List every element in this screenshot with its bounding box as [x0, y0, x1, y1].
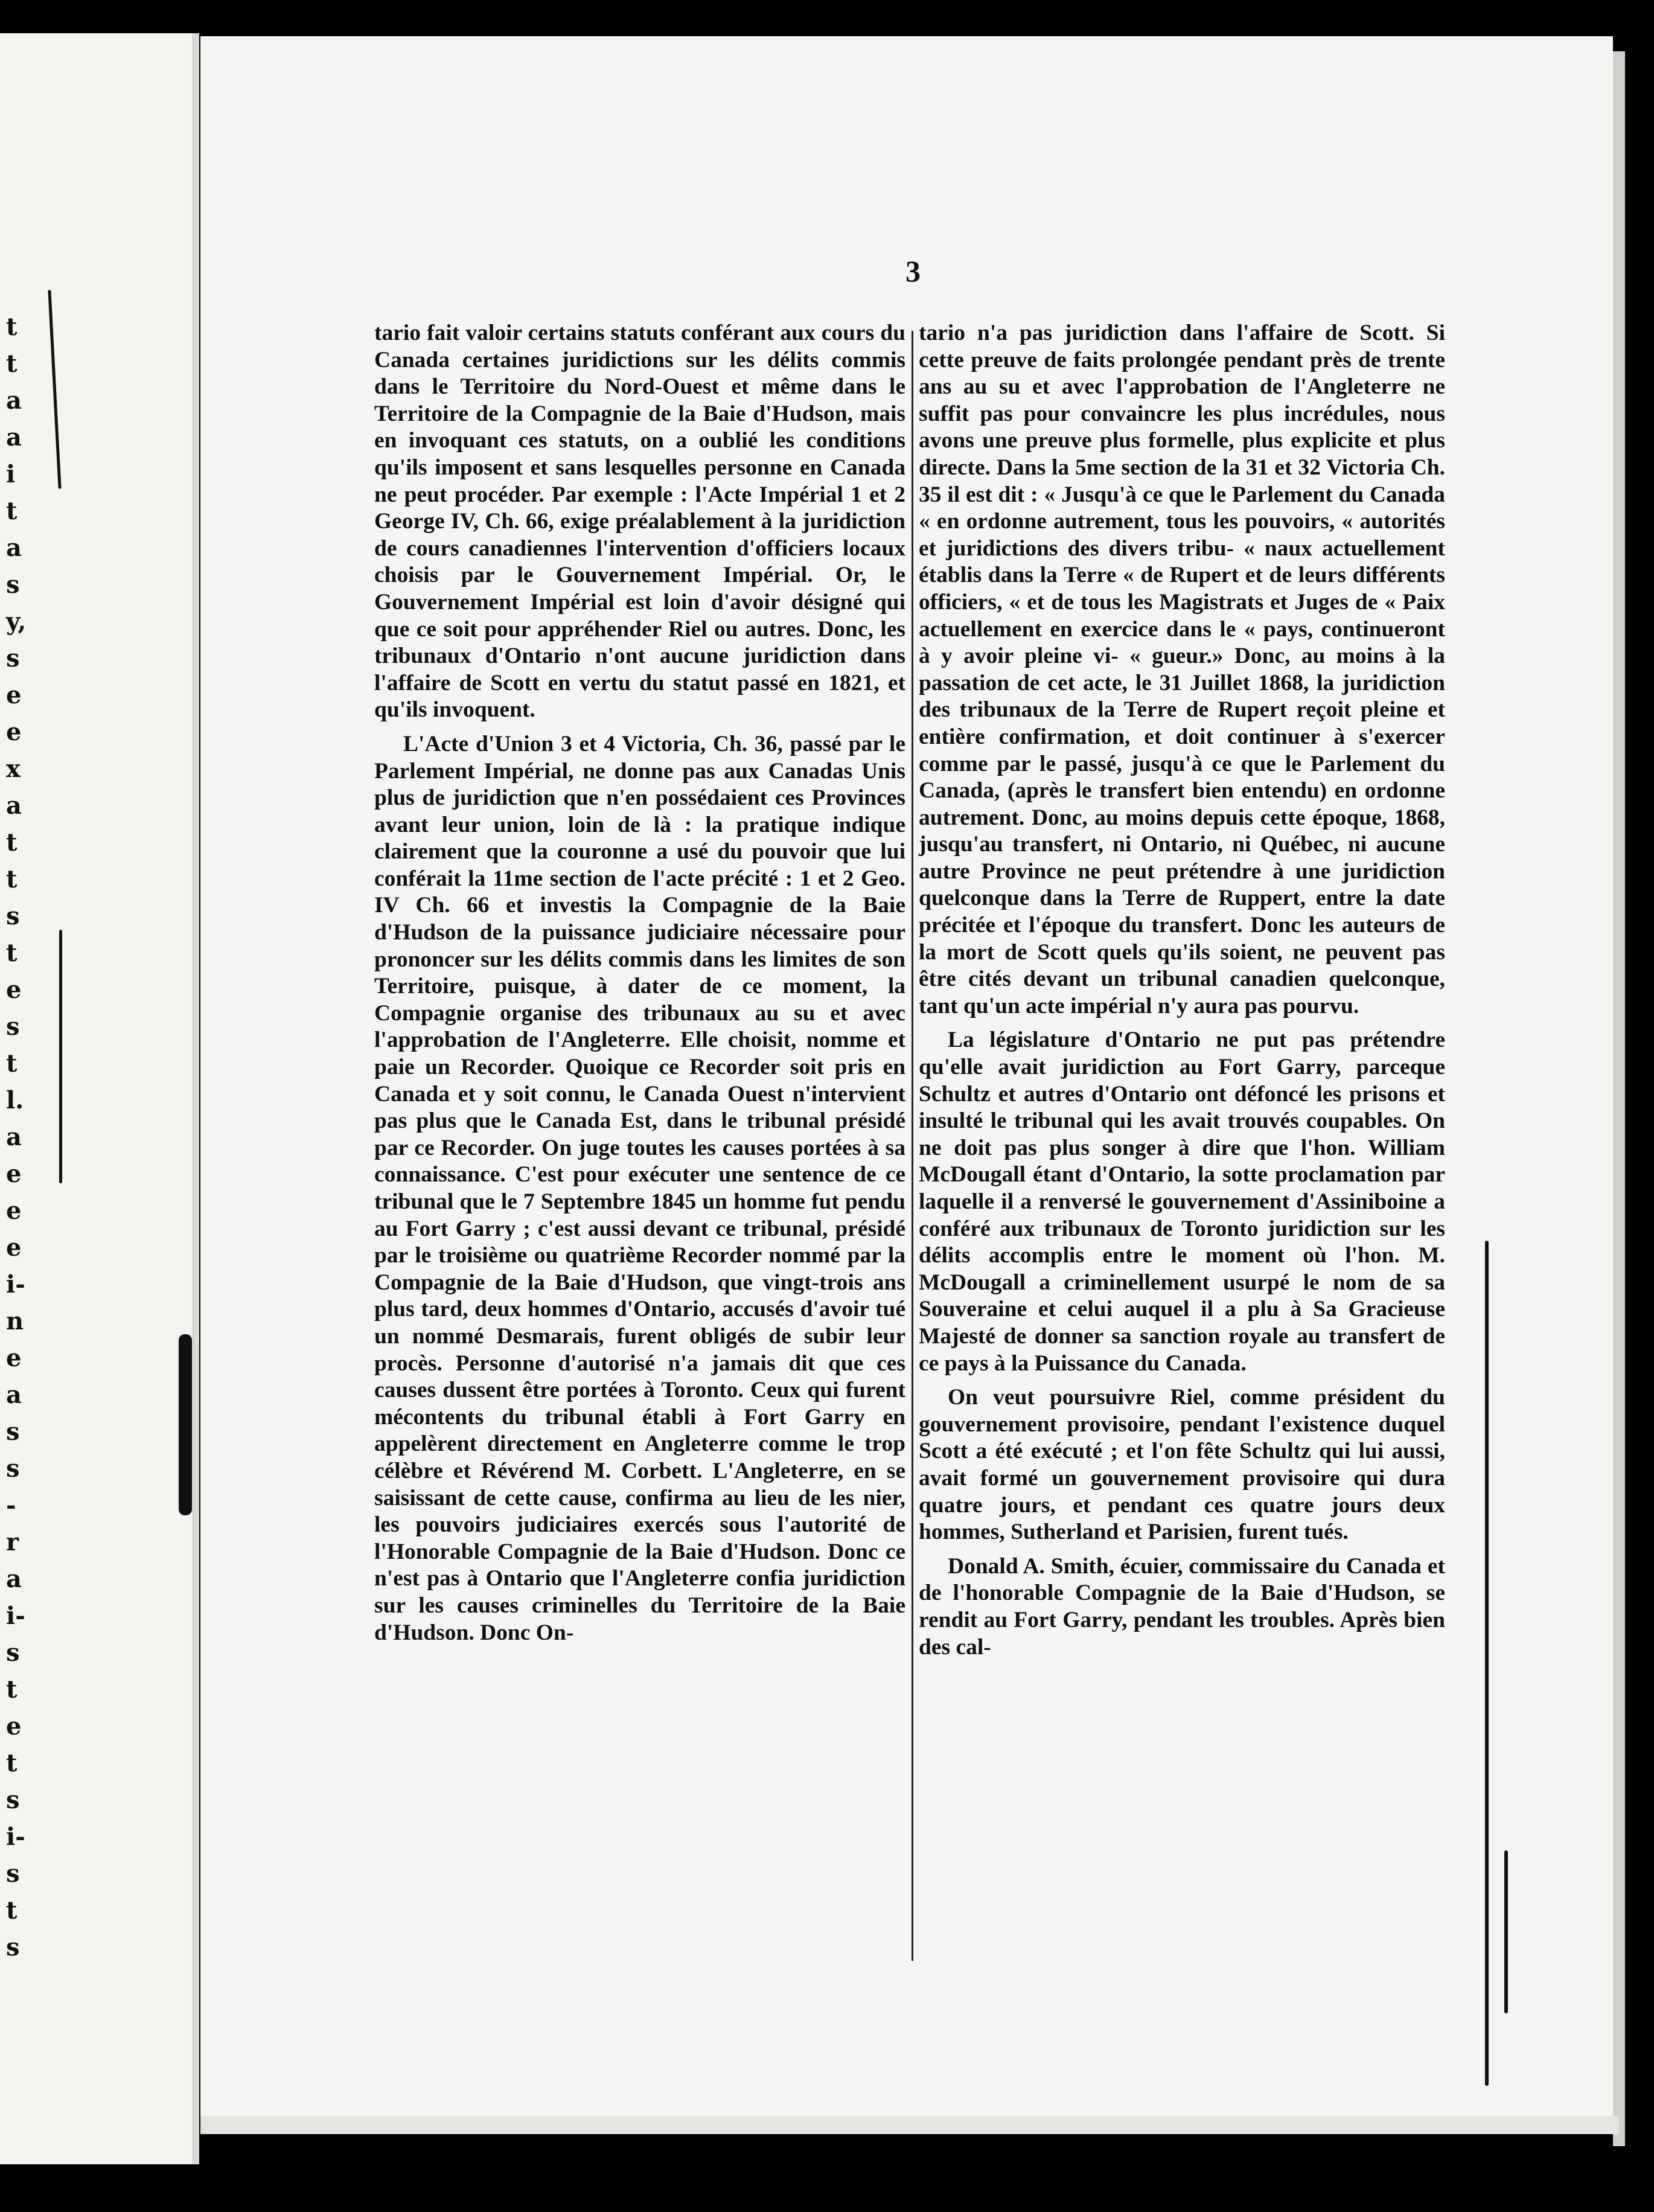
previous-page-fragment-text: x [6, 755, 21, 783]
previous-page-fragment-text: e [6, 1160, 22, 1188]
previous-page-fragment-text: s [6, 1933, 20, 1961]
previous-page-fragment-text: i [6, 460, 16, 488]
previous-page-fragment-text: t [6, 1749, 18, 1777]
paragraph: tario fait valoir certains statuts conférant aux cours du Canada certaines juridictions sur les délits commis dans le Territoire du Nord-Ouest et même dans le Territoire de la Compagnie de la Baie d'Hudson, mais en invoquant ces statuts, on a oublié les conditions qu'ils imposent et sans lesquelles personne en Canada ne peut procéder. Par exemple : l'Acte Impérial 1 et 2 George IV, Ch. 66, exige préalablement à la juridiction de cours canadiennes l'intervention d'officiers locaux choisis par le Gouvernement Impérial. Or, le Gouvernement Impérial est loin d'avoir désigné qui que ce soit pour appréhender Riel ou autres. Donc, les tribunaux d'Ontario n'ont aucune juridiction dans l'affaire de Scott en vertu du statut passé en 1821, et qu'ils invoquent. [374, 321, 905, 723]
previous-page-fragment-text: e [6, 1233, 22, 1262]
previous-page-fragment-text: i- [6, 1823, 25, 1851]
previous-page-fragment-text: i- [6, 1602, 25, 1630]
page-gutter [192, 33, 199, 2164]
previous-page-fragment-text: s [6, 1859, 20, 1888]
previous-page-fragment-text: s [6, 1454, 20, 1483]
previous-page-fragment-text: a [6, 534, 22, 562]
right-text-column [919, 320, 1445, 1661]
left-text-column [374, 320, 905, 1646]
previous-page-fragment-text: e [6, 1197, 22, 1225]
previous-page-fragment-text: s [6, 644, 20, 673]
previous-page-fragment-text: e [6, 976, 22, 1004]
previous-page-fragment-text: t [6, 1675, 18, 1704]
margin-mark [59, 930, 62, 1183]
previous-page-fragment-text: s [6, 1418, 20, 1446]
previous-page-fragment [0, 33, 192, 2164]
page-edge [1613, 51, 1625, 2146]
previous-page-fragment-text: s [6, 902, 20, 930]
previous-page-fragment-text: r [6, 1528, 19, 1556]
page-edge [200, 2116, 1619, 2134]
previous-page-fragment-text: a [6, 791, 22, 820]
paragraph: tario n'a pas juridiction dans l'affaire de Scott. Si cette preuve de faits prolongée pendant près de trente ans au su et avec l'approbation de l'Angleterre ne suffit pas pour convaincre les plus incrédules, nous avons une preuve plus formelle, plus explicite et plus directe. Dans la 5me section de la 31 et 32 Victoria Ch. 35 il est dit : « Jusqu'à ce que le Parlement du Canada « en ordonne autrement, tous les pouvoirs, « autorités et juridictions des divers tribu- « naux actuellement établis dans la Terre « de Rupert et de leurs différents officiers, « et de tous les Magistrats et Juges de « Paix actuellement en exercice dans le « pays, continueront à y avoir pleine vi- « gueur.» Donc, au moins à la passation de cet acte, le 31 Juillet 1868, la juridiction des tribunaux de la Terre de Rupert reçoit pleine et entière confirmation, et doit continuer à s'exercer comme par le passé, jusqu'à ce que le Parlement du Canada, (après le transfert bien entendu) en ordonne autrement. Donc, au moins depuis cette époque, 1868, jusqu'au transfert, ni Ontario, ni Québec, ni aucune autre Province ne peut prétendre à une juridiction quelconque dans la Terre de Ruppert, entre la date précitée et l'époque du transfert. Donc les auteurs de la mort de Scott quels qu'ils soient, ne peuvent pas être cités devant un tribunal canadien quelconque, tant qu'un acte impérial n'y aura pas pourvu. [919, 321, 1445, 1018]
margin-mark [1504, 1850, 1508, 2013]
margin-mark [179, 1334, 192, 1515]
previous-page-fragment-text: i- [6, 1270, 25, 1299]
previous-page-fragment-text: n [6, 1307, 24, 1335]
previous-page-fragment-text: t [6, 313, 18, 341]
previous-page-fragment-text: e [6, 1344, 22, 1372]
column-divider [912, 331, 913, 1961]
previous-page-fragment-text: l. [6, 1086, 24, 1114]
previous-page-fragment-text: t [6, 1896, 18, 1925]
previous-page-fragment-text: t [6, 497, 18, 525]
previous-page-fragment-text: e [6, 1712, 22, 1741]
previous-page-fragment-text: a [6, 1123, 22, 1151]
previous-page-fragment-text: t [6, 939, 18, 967]
paragraph: On veut poursuivre Riel, comme président du gouvernement provisoire, pendant l'existence duquel Scott a été exécuté ; et l'on fête Schultz qui lui aussi, avait formé un gouvernement provisoire qui dura quatre jours, et pendant ces quatre jours deux hommes, Sutherland et Parisien, furent tués. [919, 1385, 1445, 1545]
previous-page-fragment-text: e [6, 681, 22, 709]
previous-page-fragment-text: s [6, 1012, 20, 1041]
previous-page-fragment-text: t [6, 350, 18, 378]
previous-page-fragment-text: a [6, 386, 22, 415]
paragraph: La législature d'Ontario ne put pas prétendre qu'elle avait juridiction au Fort Garry, parceque Schultz et autres d'Ontario ont défoncé les prisons et insulté le tribunal qui les avait trouvés coupables. On ne doit pas plus songer à dire que l'hon. William McDougall étant d'Ontario, la sotte proclamation par laquelle il a renversé le gouvernement d'Assiniboine a conféré aux tribunaux de Toronto juridiction sur les délits accomplis entre le moment où l'hon. M. McDougall a criminellement usurpé le nom de sa Souveraine et celui auquel il a plu à Sa Gracieuse Majesté de donner sa sanction royale au transfert de ce pays à la Puissance du Canada. [919, 1028, 1445, 1376]
previous-page-fragment-text: a [6, 1381, 22, 1409]
paragraph: Donald A. Smith, écuier, commissaire du Canada et de l'honorable Compagnie de la Baie d'Hudson, se rendit au Fort Garry, pendant les troubles. Après bien des cal- [919, 1553, 1445, 1660]
previous-page-fragment-text: s [6, 1638, 20, 1667]
previous-page-fragment-text: t [6, 828, 18, 857]
previous-page-fragment-text: s [6, 571, 20, 599]
previous-page-fragment-text: y, [6, 607, 27, 636]
previous-page-fragment-text: - [6, 1491, 16, 1520]
page-number: 3 [905, 254, 921, 288]
previous-page-fragment-text: s [6, 1786, 20, 1814]
previous-page-fragment-text: t [6, 865, 18, 893]
previous-page-fragment-text: a [6, 1565, 22, 1593]
previous-page-fragment-text: t [6, 1049, 18, 1078]
previous-page-fragment-text: a [6, 423, 22, 452]
paragraph: L'Acte d'Union 3 et 4 Victoria, Ch. 36, passé par le Parlement Impérial, ne donne pas aux Canadas Unis plus de juridiction que n'en possédaient ces Provinces avant leur union, loin de là : la pratique indique clairement que la couronne a usé du pouvoir que lui conférait la 11me section de l'acte précité : 1 et 2 Geo. IV Ch. 66 et investis la Compagnie de la Baie d'Hudson de la puissance judiciaire nécessaire pour prononcer sur les délits commis dans les limites de son Territoire, puisque, à dater de ce moment, la Compagnie organise des tribunaux au su et avec l'approbation de l'Angleterre. Elle choisit, nomme et paie un Recorder. Quoique ce Recorder soit pris en Canada et y soit connu, le Canada Ouest n'intervient pas plus que le Canada Est, dans le tribunal présidé par ce Recorder. On juge toutes les causes portées à sa connaissance. C'est pour exécuter une sentence de ce tribunal que le 7 Septembre 1845 un homme fut pendu au Fort Garry ; c'est aussi devant ce tribunal, présidé par le troisième ou quatrième Recorder nommé par la Compagnie de la Baie d'Hudson, que vingt-trois ans plus tard, deux hommes d'Ontario, accusés d'avoir tué un nommé Desmarais, furent obligés de subir leur procès. Personne d'autorisé n'a jamais dit que ces causes dussent être portées à Toronto. Ceux qui furent mécontents du tribunal établi à Fort Garry en appelèrent directement en Angleterre comme le trop célèbre et Révérend M. Corbett. L'Angleterre, en se saisissant de cette cause, confirma au lieu de les nier, les pouvoirs judiciaires exercés sous l'autorité de l'Honorable Compagnie de la Baie d'Hudson. Donc ce n'est pas à Ontario que l'Angleterre confia juridiction sur les causes criminelles du Territoire de la Baie d'Hudson. Donc On- [374, 731, 905, 1645]
previous-page-fragment-text: e [6, 718, 22, 746]
margin-mark [1485, 1241, 1489, 2086]
